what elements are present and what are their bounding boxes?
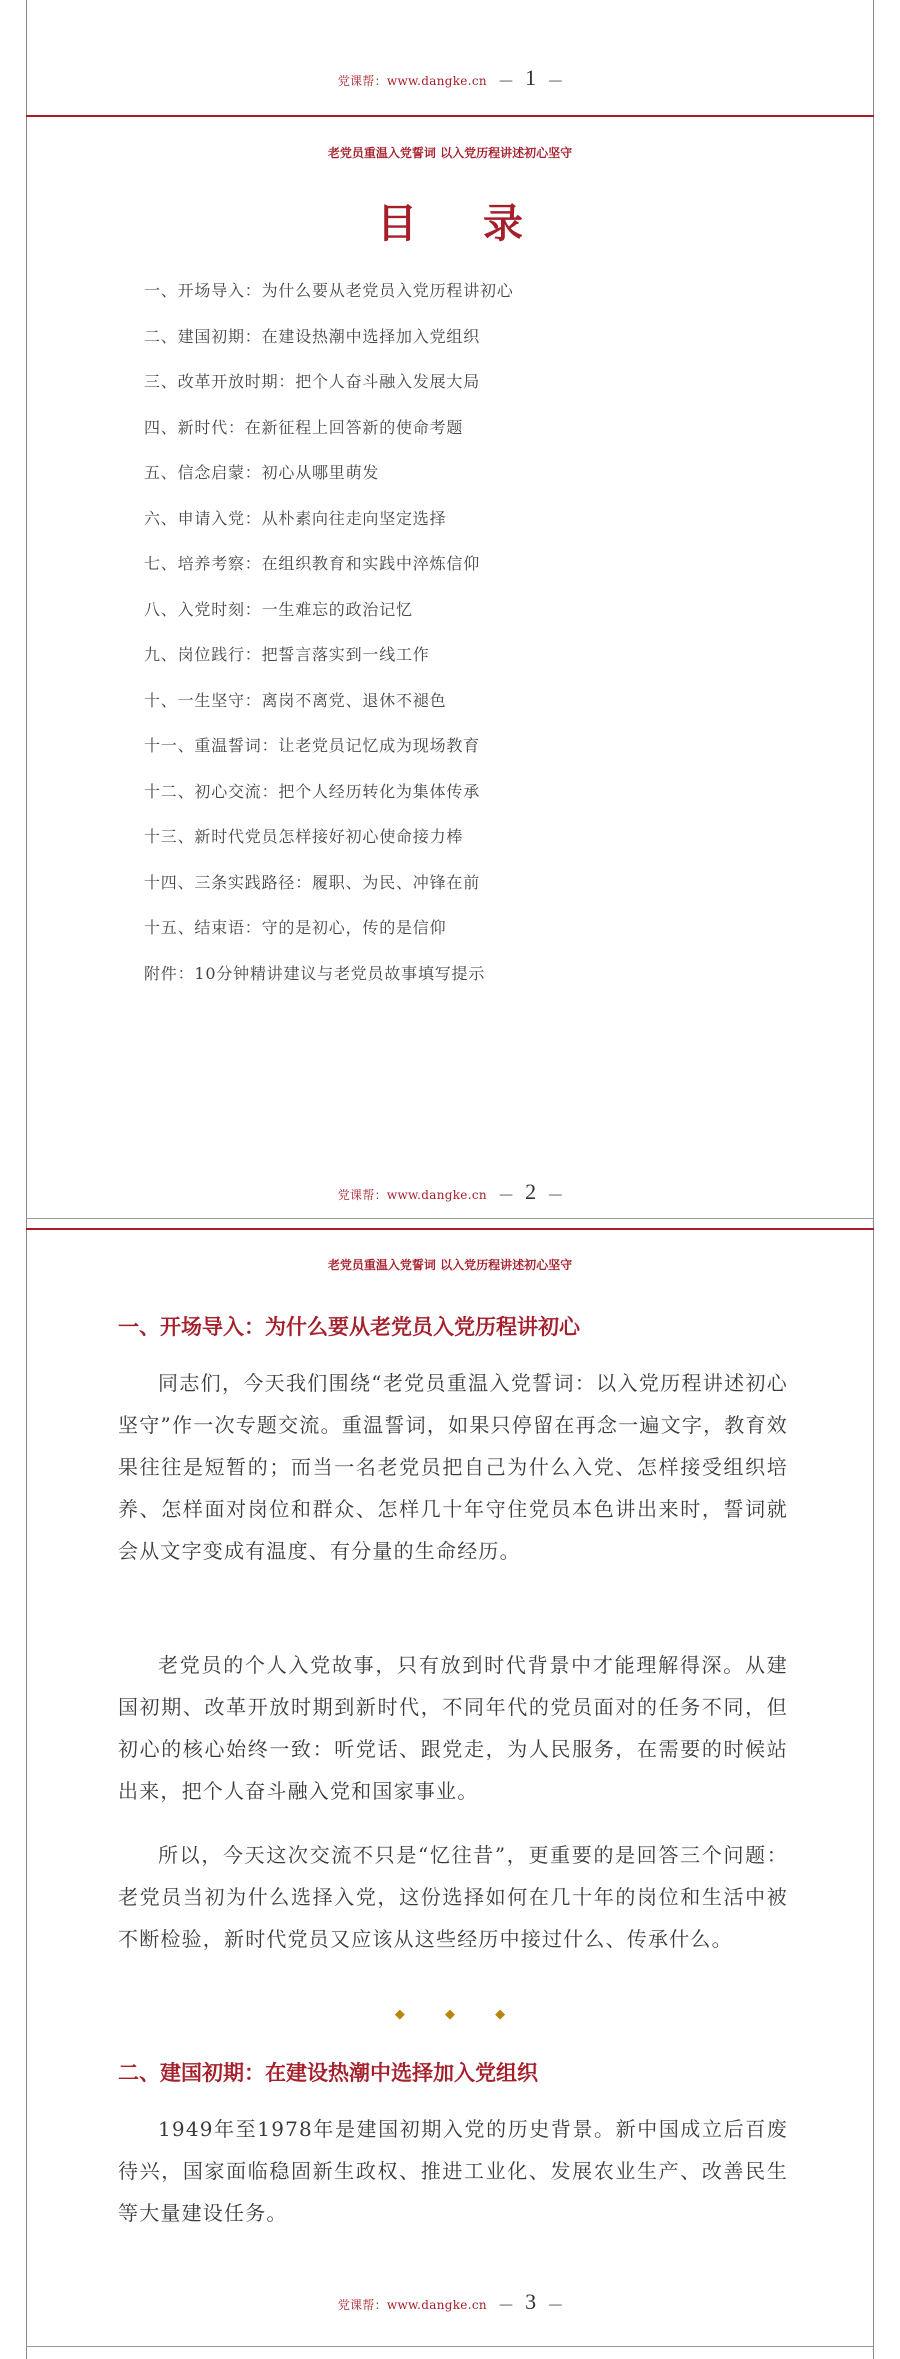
footer-dash: — <box>499 1187 514 1203</box>
page-number: 1 <box>525 65 537 90</box>
body-paragraph: 同志们，今天我们围绕“老党员重温入党誓词：以入党历程讲述初心坚守”作一次专题交流。重温誓词，如果只停留在再念一遍文字，教育效果往往是短暂的；而当一名老党员把自己为什么入党、怎样接受组织培养、怎样面对岗位和群众、怎样几十年守住党员本色讲出来时，誓词就会从文字变成有温度、有分量的生命经历。 <box>118 1371 788 1563</box>
toc-title: 目 录 <box>377 200 549 247</box>
running-header: 老党员重温入党誓词 以入党历程讲述初心坚守 <box>327 146 573 160</box>
toc-item[interactable]: 六、申请入党：从朴素向往走向坚定选择 <box>144 508 447 528</box>
section-heading: 一、开场导入：为什么要从老党员入党历程讲初心 <box>118 1315 580 1339</box>
toc-item[interactable]: 十四、三条实践路径：履职、为民、冲锋在前 <box>144 872 481 892</box>
footer-site: 党课帮：www.dangke.cn <box>337 1188 487 1202</box>
page-number: 3 <box>525 2289 537 2314</box>
body-paragraph: 所以，今天这次交流不只是“忆往昔”，更重要的是回答三个问题：老党员当初为什么选择入党，这份选择如何在几十年的岗位和生活中被不断检验，新时代党员又应该从这些经历中接过什么、传承什么。 <box>118 1843 788 1951</box>
toc-item[interactable]: 八、入党时刻：一生难忘的政治记忆 <box>144 599 413 619</box>
toc-item[interactable]: 十五、结束语：守的是初心，传的是信仰 <box>144 918 447 937</box>
toc-item[interactable]: 九、岗位践行：把誓言落实到一线工作 <box>144 645 430 664</box>
toc-item[interactable]: 十三、新时代党员怎样接好初心使命接力棒 <box>144 827 464 846</box>
footer-dash: — <box>548 2297 563 2313</box>
page-divider <box>26 1228 874 1230</box>
page-divider <box>26 1218 874 1219</box>
section-ornament: ◆ ◆ ◆ <box>394 2007 524 2022</box>
page-footer-3 <box>0 2290 900 2314</box>
footer-site: 党课帮：www.dangke.cn <box>337 74 487 88</box>
page-divider <box>26 2346 874 2347</box>
toc-item[interactable]: 二、建国初期：在建设热潮中选择加入党组织 <box>144 326 481 346</box>
footer-site: 党课帮：www.dangke.cn <box>337 2298 487 2312</box>
toc-item[interactable]: 七、培养考察：在组织教育和实践中淬炼信仰 <box>144 554 481 573</box>
toc-item[interactable]: 附件：10分钟精讲建议与老党员故事填写提示 <box>144 963 486 983</box>
footer-dash: — <box>499 2297 514 2313</box>
footer-dash: — <box>548 73 563 89</box>
toc-item[interactable]: 十一、重温誓词：让老党员记忆成为现场教育 <box>144 736 481 755</box>
body-paragraph: 老党员的个人入党故事，只有放到时代背景中才能理解得深。从建国初期、改革开放时期到新时代，不同年代的党员面对的任务不同，但初心的核心始终一致：听党话、跟党走，为人民服务，在需要的时候站出来，把个人奋斗融入党和国家事业。 <box>118 1653 788 1803</box>
toc-item[interactable]: 十、一生坚守：离岗不离党、退休不褪色 <box>144 690 447 710</box>
toc-item[interactable]: 五、信念启蒙：初心从哪里萌发 <box>144 463 380 482</box>
body-paragraph: 1949年至1978年是建国初期入党的历史背景。新中国成立后百废待兴，国家面临稳固新生政权、推进工业化、发展农业生产、改善民生等大量建设任务。 <box>118 2117 788 2225</box>
page-number: 2 <box>525 1179 537 1204</box>
running-header: 老党员重温入党誓词 以入党历程讲述初心坚守 <box>327 1258 573 1272</box>
toc-item[interactable]: 十二、初心交流：把个人经历转化为集体传承 <box>144 781 481 801</box>
toc-item[interactable]: 四、新时代：在新征程上回答新的使命考题 <box>144 417 464 437</box>
page-divider <box>26 115 874 117</box>
footer-dash: — <box>548 1187 563 1203</box>
toc-item[interactable]: 三、改革开放时期：把个人奋斗融入发展大局 <box>144 372 481 391</box>
table-of-contents <box>144 274 514 1002</box>
section-heading: 二、建国初期：在建设热潮中选择加入党组织 <box>118 2061 538 2085</box>
page-footer-1 <box>0 66 900 90</box>
toc-item[interactable]: 一、开场导入：为什么要从老党员入党历程讲初心 <box>144 281 514 300</box>
page-footer-2 <box>0 1180 900 1204</box>
footer-dash: — <box>499 73 514 89</box>
